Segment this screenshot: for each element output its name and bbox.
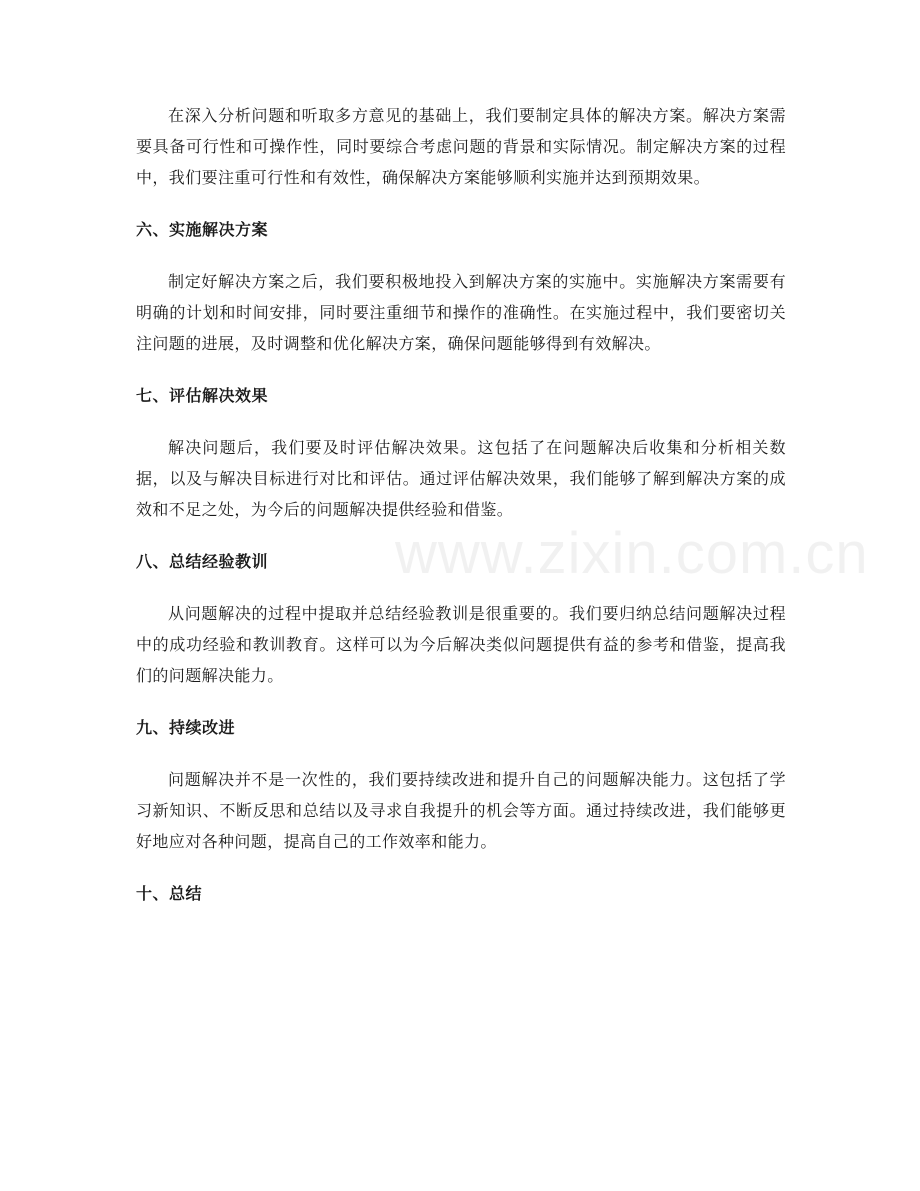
heading-evaluate-effect: 七、评估解决效果 — [136, 386, 269, 405]
heading-implement-solution: 六、实施解决方案 — [136, 220, 269, 239]
heading-conclusion: 十、总结 — [136, 884, 203, 903]
watermark: www.zixin.com.cn — [395, 521, 869, 586]
heading-continuous-improvement: 九、持续改进 — [136, 718, 236, 737]
paragraph-summarize-lessons: 从问题解决的过程中提取并总结经验教训是很重要的。我们要归纳总结问题解决过程中的成功经验和教训教育。这样可以为今后解决类似问题提供有益的参考和借鉴，提高我们的问题解决能力。 — [136, 604, 786, 685]
paragraph-evaluate-effect: 解决问题后，我们要及时评估解决效果。这包括了在问题解决后收集和分析相关数据，以及与解决目标进行对比和评估。通过评估解决效果，我们能够了解到解决方案的成效和不足之处，为今后的问题解决提供经验和借鉴。 — [136, 438, 786, 519]
heading-summarize-lessons: 八、总结经验教训 — [136, 552, 269, 571]
paragraph-implement-solution: 制定好解决方案之后，我们要积极地投入到解决方案的实施中。实施解决方案需要有明确的计划和时间安排，同时要注重细节和操作的准确性。在实施过程中，我们要密切关注问题的进展，及时调整和优化解决方案，确保问题能够得到有效解决。 — [136, 272, 786, 353]
document-page — [136, 100, 786, 909]
paragraph-solution-plan: 在深入分析问题和听取多方意见的基础上，我们要制定具体的解决方案。解决方案需要具备可行性和可操作性，同时要综合考虑问题的背景和实际情况。制定解决方案的过程中，我们要注重可行性和有效性，确保解决方案能够顺利实施并达到预期效果。 — [136, 106, 786, 187]
paragraph-continuous-improvement: 问题解决并不是一次性的，我们要持续改进和提升自己的问题解决能力。这包括了学习新知识、不断反思和总结以及寻求自我提升的机会等方面。通过持续改进，我们能够更好地应对各种问题，提高自己的工作效率和能力。 — [136, 770, 786, 851]
